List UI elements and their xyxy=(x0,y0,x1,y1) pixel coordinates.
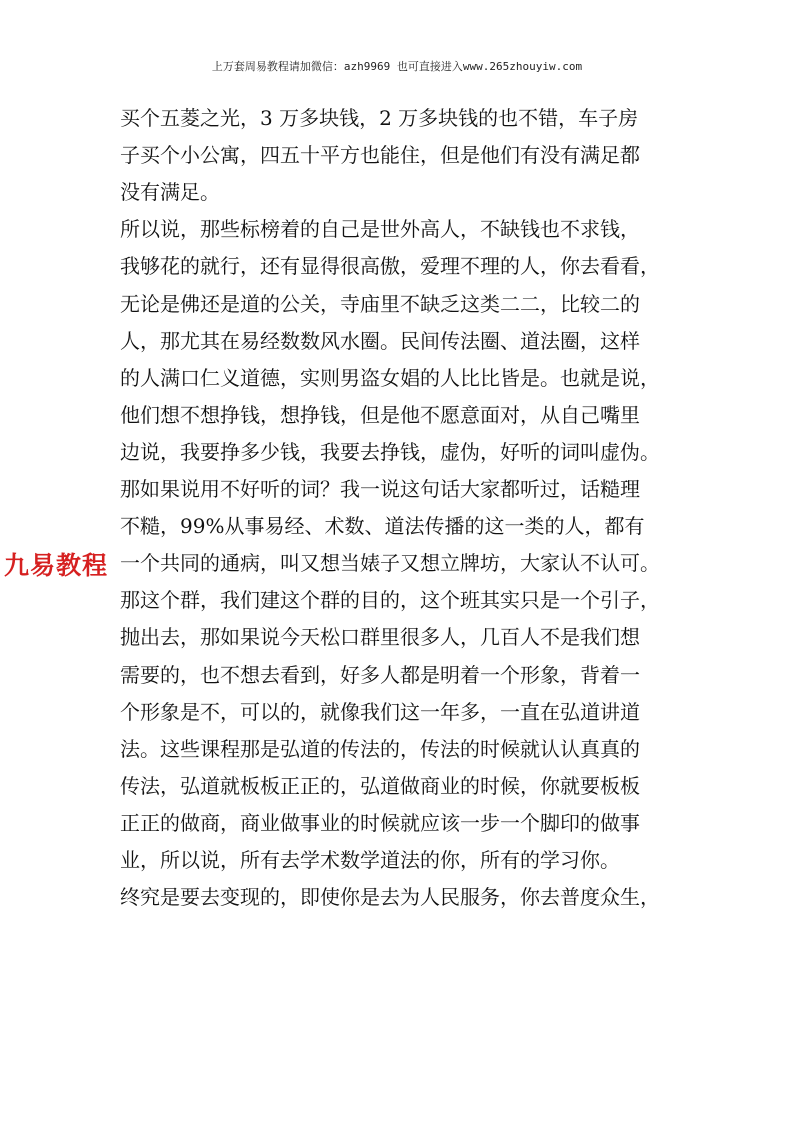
text-line: 传法，弘道就板板正正的，弘道做商业的时候，你就要板板 xyxy=(120,774,640,798)
text-line: 我够花的就行，还有显得很高傲，爱理不理的人，你去看看， xyxy=(120,254,660,278)
text-line: 正正的做商，商业做事业的时候就应该一步一个脚印的做事 xyxy=(120,811,640,835)
text-line: 那如果说用不好听的词？我一说这句话大家都听过，话糙理 xyxy=(120,477,640,501)
text-line: 那这个群，我们建这个群的目的，这个班其实只是一个引子， xyxy=(120,588,660,612)
text-line: 边说，我要挣多少钱，我要去挣钱，虚伪，好听的词叫虚伪。 xyxy=(120,440,660,464)
text-line: 抛出去，那如果说今天松口群里很多人，几百人不是我们想 xyxy=(120,625,640,649)
watermark-logo: 九易教程 xyxy=(4,551,109,580)
text-line: 一个共同的通病，叫又想当婊子又想立牌坊，大家认不认可。 xyxy=(120,551,660,575)
text-line: 个形象是不，可以的，就像我们这一年多，一直在弘道讲道 xyxy=(120,700,640,724)
text-line: 子买个小公寓，四五十平方也能住，但是他们有没有满足都 xyxy=(120,143,640,167)
text-line: 不糙，99%从事易经、术数、道法传播的这一类的人，都有 xyxy=(120,514,645,538)
text-line: 所以说，那些标榜着的自己是世外高人，不缺钱也不求钱， xyxy=(120,217,640,241)
text-line: 业，所以说，所有去学术数学道法的你，所有的学习你。 xyxy=(120,848,620,872)
text-line: 需要的，也不想去看到，好多人都是明着一个形象，背着一 xyxy=(120,663,640,687)
text-line: 买个五菱之光，3 万多块钱，2 万多块钱的也不错，车子房 xyxy=(120,106,639,130)
text-line: 法。这些课程那是弘道的传法的，传法的时候就认认真真的 xyxy=(120,737,640,761)
text-line: 没有满足。 xyxy=(120,180,220,204)
text-line: 的人满口仁义道德，实则男盗女娼的人比比皆是。也就是说， xyxy=(120,366,660,390)
text-line: 终究是要去变现的，即使你是去为人民服务，你去普度众生， xyxy=(120,885,660,909)
page-header: 上万套周易教程请加微信：azh9969 也可直接进入www.265zhouyiw.com xyxy=(211,60,583,73)
text-line: 人，那尤其在易经数数风水圈。民间传法圈、道法圈，这样 xyxy=(120,329,640,353)
text-line: 无论是佛还是道的公关，寺庙里不缺乏这类二二，比较二的 xyxy=(120,292,640,316)
text-line: 他们想不想挣钱，想挣钱，但是他不愿意面对，从自己嘴里 xyxy=(120,403,640,427)
